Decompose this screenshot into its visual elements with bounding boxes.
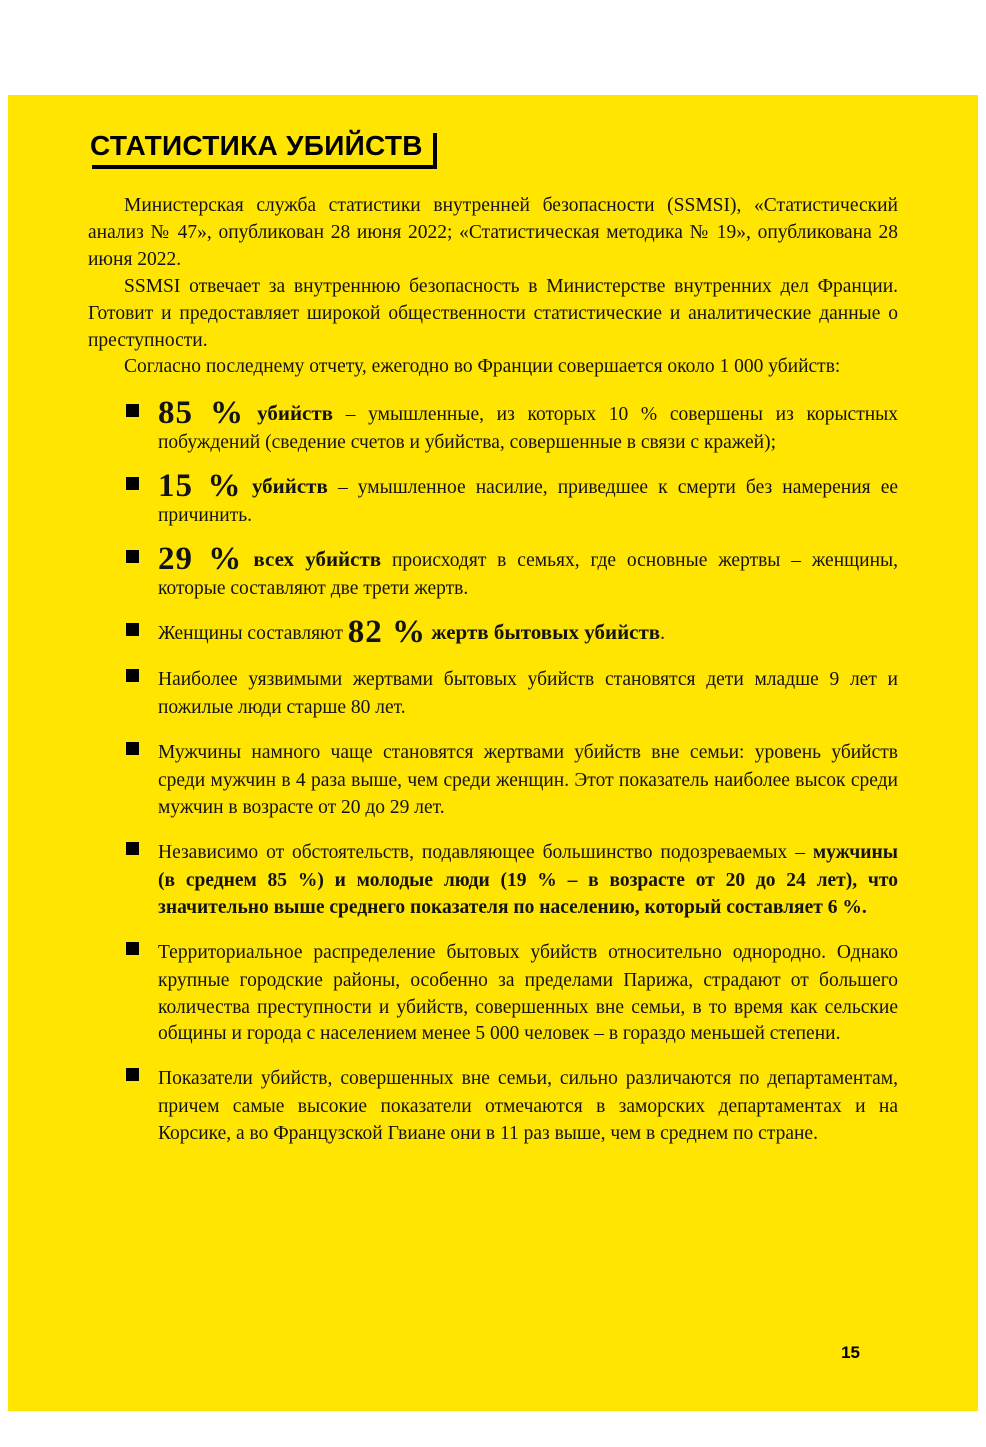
bullet-text: – умышленное насилие, приведшее к смерти без намерения ее причинить. (158, 477, 898, 527)
square-bullet-icon (126, 842, 139, 855)
bullet-item (126, 735, 898, 822)
bullet-item (126, 543, 898, 603)
square-bullet-icon (126, 623, 139, 636)
bullet-text: – умышленные, из которых 10 % совершены из корыстных побуждений (сведение счетов и убийства, совершенные в связи с кражей); (158, 404, 899, 454)
bullet-keyword: убийств (241, 474, 328, 499)
bullet-keyword: жертв бытовых убийств (426, 620, 661, 645)
bullet-keyword: убийств (244, 401, 334, 426)
bullet-text: . (660, 623, 666, 645)
intro-paragraph-1: Министерская служба статистики внутренней безопасности (SSMSI), «Статистический анализ № 47», опубликован 28 июня 2022; «Статистическая методика № 19», опубликована 28 июня 2022. (88, 195, 898, 270)
bullet-item (126, 662, 898, 722)
square-bullet-icon (126, 477, 139, 490)
bullet-text: Женщины составляют (158, 623, 348, 645)
bullet-item (126, 935, 898, 1049)
bullet-stat: 29 % (158, 541, 243, 578)
square-bullet-icon (126, 1068, 139, 1081)
intro-paragraph-2: SSMSI отвечает за внутреннюю безопасность в Министерстве внутренних дел Франции. Готовит и предоставляет широкой общественности статистические и аналитические данные о преступности. (88, 275, 898, 351)
square-bullet-icon (126, 404, 139, 417)
bullet-list (126, 397, 898, 1148)
bullet-stat: 82 % (347, 614, 427, 651)
bullet-item (126, 835, 898, 922)
bullet-text: происходят в семьях, где основные жертвы – женщины, которые составляют две трети жертв. (158, 550, 898, 600)
square-bullet-icon (126, 942, 139, 955)
bullet-text: Показатели убийств, совершенных вне семьи, сильно различаются по департаментам, причем самые высокие показатели отмечаются в заморских департаментах и на Корсике, а во Французской Гвиане они в 11 раз выше, чем в среднем по стране. (158, 1068, 898, 1145)
page-number: 15 (841, 1343, 860, 1362)
intro-paragraph-3: Согласно последнему отчету, ежегодно во Франции совершается около 1 000 убийств: (124, 356, 841, 378)
bullet-text: Наиболее уязвимыми жертвами бытовых убийств становятся дети младше 9 лет и пожилые люди старше 80 лет. (158, 669, 898, 719)
page-title: СТАТИСТИКА УБИЙСТВ (88, 129, 433, 165)
bullet-item (126, 397, 898, 457)
bullet-stat: 85 % (158, 395, 245, 432)
bullet-keyword: всех убийств (242, 547, 382, 572)
bullet-item (126, 470, 898, 530)
square-bullet-icon (126, 669, 139, 682)
bullet-item (126, 1061, 898, 1148)
bullet-text: Мужчины намного чаще становятся жертвами убийств вне семьи: уровень убийств среди мужчин в 4 раза выше, чем среди женщин. Этот показатель наиболее высок среди мужчин в возрасте от 20 до 29 лет. (158, 741, 898, 818)
bullet-stat: 15 % (158, 468, 242, 505)
bullet-text: Территориальное распределение бытовых убийств относительно однородно. Однако крупные городские районы, особенно за пределами Парижа, страдают от большего количества преступности и убийств, совершенных вне семьи, в то время как сельские общины и города с населением менее 5 000 человек – в гораздо меньшей степени. (158, 941, 898, 1045)
square-bullet-icon (126, 742, 139, 755)
yellow-page-area (8, 95, 978, 1411)
square-bullet-icon (126, 550, 139, 563)
bullet-item (126, 616, 898, 649)
bullet-text: Независимо от обстоятельств, подавляющее большинство подозреваемых – (158, 841, 813, 863)
bullet-bold-text: мужчины (в среднем 85 %) и молодые люди (19 % – в возрасте от 20 до 24 лет), что значительно выше среднего показателя по населению, который составляет 6 %. (158, 841, 898, 918)
